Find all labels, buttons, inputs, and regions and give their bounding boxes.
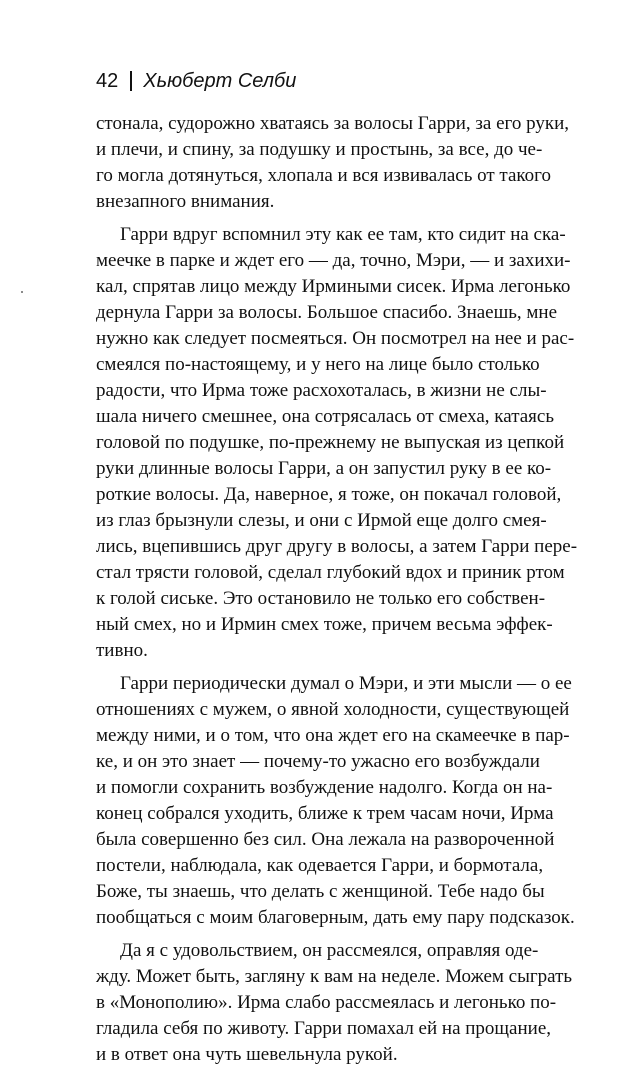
text-line: Да я с удовольствием, он рассмеялся, оправляя оде- <box>120 940 539 961</box>
text-line: Гарри вдруг вспомнил эту как ее там, кто сидит на ска- <box>120 224 566 245</box>
text-line: к голой сиське. Это остановило не только его собствен- <box>96 588 546 609</box>
text-line: меечке в парке и ждет его — да, точно, Мэри, — и захихи- <box>96 250 571 271</box>
text-line: го могла дотянуться, хлопала и вся извивалась от такого <box>96 165 551 186</box>
paragraph <box>96 671 575 931</box>
text-line: руки длинные волосы Гарри, а он запустил руку в ее ко- <box>96 458 552 479</box>
running-head <box>96 68 296 94</box>
text-line: между ними, и о том, что она ждет его на скамеечке в пар- <box>96 725 570 746</box>
text-line: роткие волосы. Да, наверное, я тоже, он покачал головой, <box>96 484 562 505</box>
text-line: радости, что Ирма тоже расхохоталась, в жизни не слы- <box>96 380 547 401</box>
text-line: смеялся по-настоящему, и у него на лице было столько <box>96 354 540 375</box>
text-line: стал трясти головой, сделал глубокий вдох и приник ртом <box>96 562 565 583</box>
text-line: пообщаться с моим благоверным, дать ему пару подсказок. <box>96 907 575 928</box>
text-line: лись, вцепившись друг другу в волосы, а затем Гарри пере- <box>96 536 578 557</box>
text-line: постели, наблюдала, как одевается Гарри, и бормотала, <box>96 855 544 876</box>
text-line: была совершенно без сил. Она лежала на развороченной <box>96 829 555 850</box>
text-line: Гарри периодически думал о Мэри, и эти мысли — о ее <box>120 673 572 694</box>
text-line: отношениях с мужем, о явной холодности, существующей <box>96 699 570 720</box>
text-line: головой по подушке, по-прежнему не выпуская из цепкой <box>96 432 565 453</box>
book-title: Хьюберт Селби <box>143 70 297 92</box>
body-text <box>96 111 578 1068</box>
text-line: гладила себя по животу. Гарри помахал ей на прощание, <box>96 1018 552 1039</box>
header-divider <box>130 71 132 91</box>
text-line: жду. Может быть, загляну к вам на неделе. Можем сыграть <box>96 966 573 987</box>
text-line: кал, спрятав лицо между Ирмиными сисек. Ирма легонько <box>96 276 571 297</box>
text-line: Боже, ты знаешь, что делать с женщиной. Тебе надо бы <box>96 881 545 902</box>
text-line: и помогли сохранить возбуждение надолго. Когда он на- <box>96 777 553 798</box>
paragraph <box>96 222 578 664</box>
scan-speck <box>21 291 23 293</box>
text-line: шала ничего смешнее, она сотрясалась от смеха, катаясь <box>96 406 554 427</box>
paragraph <box>96 938 573 1068</box>
paragraph <box>96 111 569 215</box>
text-line: из глаз брызнули слезы, и они с Ирмой еще долго смея- <box>96 510 547 531</box>
text-line: внезапного внимания. <box>96 191 275 212</box>
text-line: стонала, судорожно хватаясь за волосы Гарри, за его руки, <box>96 113 569 134</box>
text-line: и в ответ она чуть шевельнула рукой. <box>96 1044 398 1065</box>
text-line: дернула Гарри за волосы. Большое спасибо. Знаешь, мне <box>96 302 558 323</box>
text-line: конец собрался уходить, ближе к трем часам ночи, Ирма <box>96 803 554 824</box>
text-line: в «Монополию». Ирма слабо рассмеялась и легонько по- <box>96 992 557 1013</box>
text-line: тивно. <box>96 640 148 661</box>
text-line: ный смех, но и Ирмин смех тоже, причем весьма эффек- <box>96 614 553 635</box>
text-line: ке, и он это знает — почему-то ужасно его возбуждали <box>96 751 540 772</box>
text-line: нужно как следует посмеяться. Он посмотрел на нее и рас- <box>96 328 575 349</box>
text-line: и плечи, и спину, за подушку и простынь, за все, до че- <box>96 139 543 160</box>
page-number: 42 <box>96 70 119 92</box>
